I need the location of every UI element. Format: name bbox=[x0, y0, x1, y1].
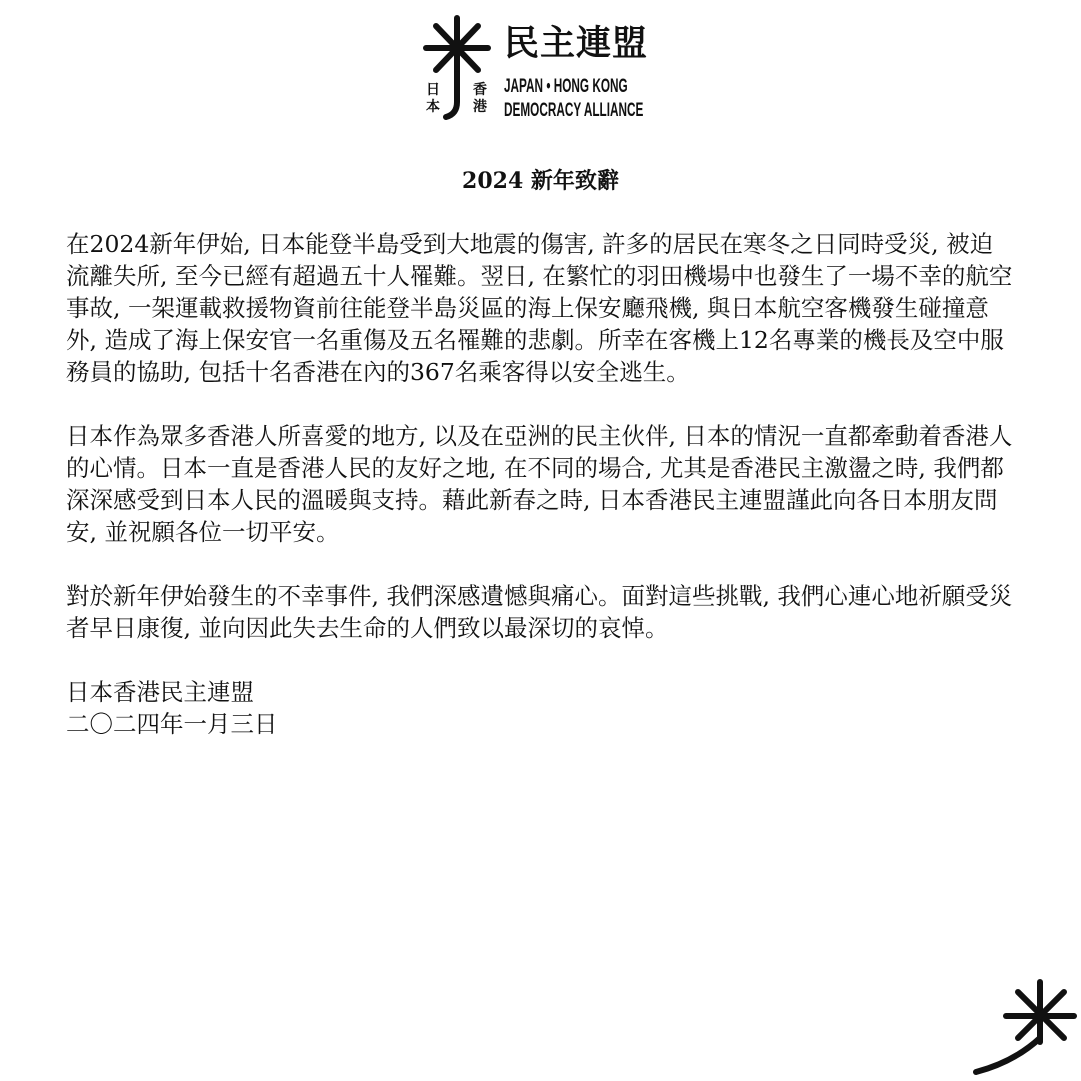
signature-block bbox=[66, 676, 1016, 740]
body-paragraph: 在2024新年伊始, 日本能登半島受到大地震的傷害, 許多的居民在寒冬之日同時受災, 被迫流離失所, 至今已經有超過五十人罹難。翌日, 在繁忙的羽田機場中也發生了一場不幸的航空事故, 一架運載救援物資前往能登半島災區的海上保安廳飛機, 與日本航空客機發生碰撞意外, 造成了海上保安官一名重傷及五名罹難的悲劇。所幸在客機上12名專業的機長及空中服務員的協助, 包括十名香港在內的367名乘客得以安全逃生。 bbox=[66, 230, 1013, 386]
logo-side-char: 日 bbox=[426, 82, 440, 98]
body-paragraph: 日本作為眾多香港人所喜愛的地方, 以及在亞洲的民主伙伴, 日本的情況一直都牽動着香港人的心情。日本一直是香港人民的友好之地, 在不同的場合, 尤其是香港民主激盪之時, 我們都深深感受到日本人民的溫暖與支持。藉此新春之時, 日本香港民主連盟謹此向各日本朋友問安, 並祝願各位一切平安。 bbox=[66, 422, 1013, 546]
page-title: 2024 新年致辭 bbox=[462, 168, 619, 194]
logo-side-char: 港 bbox=[473, 99, 487, 115]
logo-side-text-left bbox=[423, 82, 443, 116]
logo-side-char: 本 bbox=[426, 99, 440, 115]
body-paragraph: 對於新年伊始發生的不幸事件, 我們深感遺憾與痛心。面對這些挑戰, 我們心連心地祈願受災者早日康復, 並向因此失去生命的人們致以最深切的哀悼。 bbox=[66, 582, 1013, 642]
header-logo bbox=[422, 14, 662, 124]
logo-chinese-name: 民主連盟 bbox=[504, 24, 649, 64]
corner-asterisk-hook-icon bbox=[970, 978, 1078, 1076]
letter-body bbox=[66, 228, 1016, 740]
signature-date: 二〇二四年一月三日 bbox=[66, 710, 278, 738]
signature-organization: 日本香港民主連盟 bbox=[66, 678, 254, 706]
logo-english-name-line2: DEMOCRACY ALLIANCE bbox=[504, 100, 644, 121]
logo-side-char: 香 bbox=[473, 82, 487, 98]
logo-side-text-right bbox=[470, 82, 490, 116]
logo-english-name-line1: JAPAN • HONG KONG bbox=[504, 76, 628, 97]
